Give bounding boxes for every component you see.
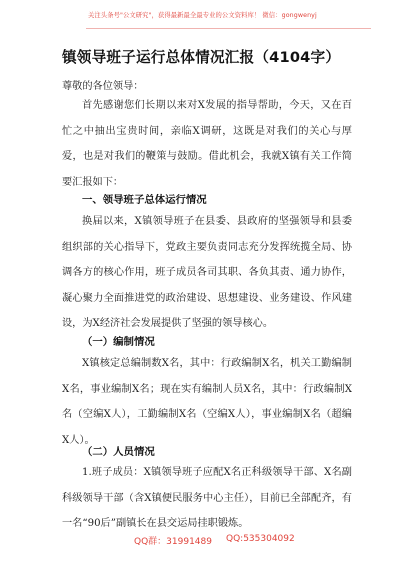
footer-qq: QQ:535304092 bbox=[226, 534, 295, 544]
document-title: 镇领导班子运行总体情况汇报（4104字） bbox=[62, 49, 341, 66]
footer bbox=[0, 534, 408, 548]
staffing-paragraph: X镇核定总编制数X名，其中：行政编制X名，机关工勤编制X名，事业编制X名；现在实有编制人员X名，其中：行政编制X名（空编X人），工勤编制X名（空编X人），事业编制X名（超编X人）。 bbox=[62, 358, 352, 446]
section-heading-1: 一、领导班子总体运行情况 bbox=[82, 194, 207, 206]
personnel-paragraph: 1.班子成员：X镇领导班子应配X名正科级领导干部、X名副科级领导干部（含X镇便民服务中心主任），目前已全部配齐，有一名“90后”副镇长在县交运局挂职锻炼。 bbox=[62, 467, 352, 529]
header-divider bbox=[86, 28, 371, 29]
footer-qq-group: QQ群：31991489 bbox=[134, 537, 212, 547]
subsection-heading-personnel: （二）人员情况 bbox=[82, 446, 155, 458]
promo-banner: 关注头条号"公文研究"，获得最新最全最专业的公文资料库！ 微信：gongwenyj bbox=[88, 12, 317, 19]
section1-paragraph: 换届以来，X镇领导班子在县委、县政府的坚强领导和县委组织部的关心指导下，党政主要负责同志充分发挥统揽全局、协调各方的核心作用，班子成员各司其职、各负其责、通力协作，凝心聚力全面推进党的政治建设、思想建设、业务建设、作风建设，为X经济社会发展提供了坚强的领导核心。 bbox=[62, 216, 352, 329]
salutation: 尊敬的各位领导： bbox=[62, 81, 144, 92]
subsection-heading-staffing: （一）编制情况 bbox=[82, 336, 155, 348]
intro-paragraph: 首先感谢您们长期以来对X发展的指导帮助，今天，又在百忙之中抽出宝贵时间，亲临X调研，这既是对我们的关心与厚爱，也是对我们的鞭策与鼓励。借此机会，我就X镇有关工作简要汇报如下： bbox=[62, 100, 352, 188]
